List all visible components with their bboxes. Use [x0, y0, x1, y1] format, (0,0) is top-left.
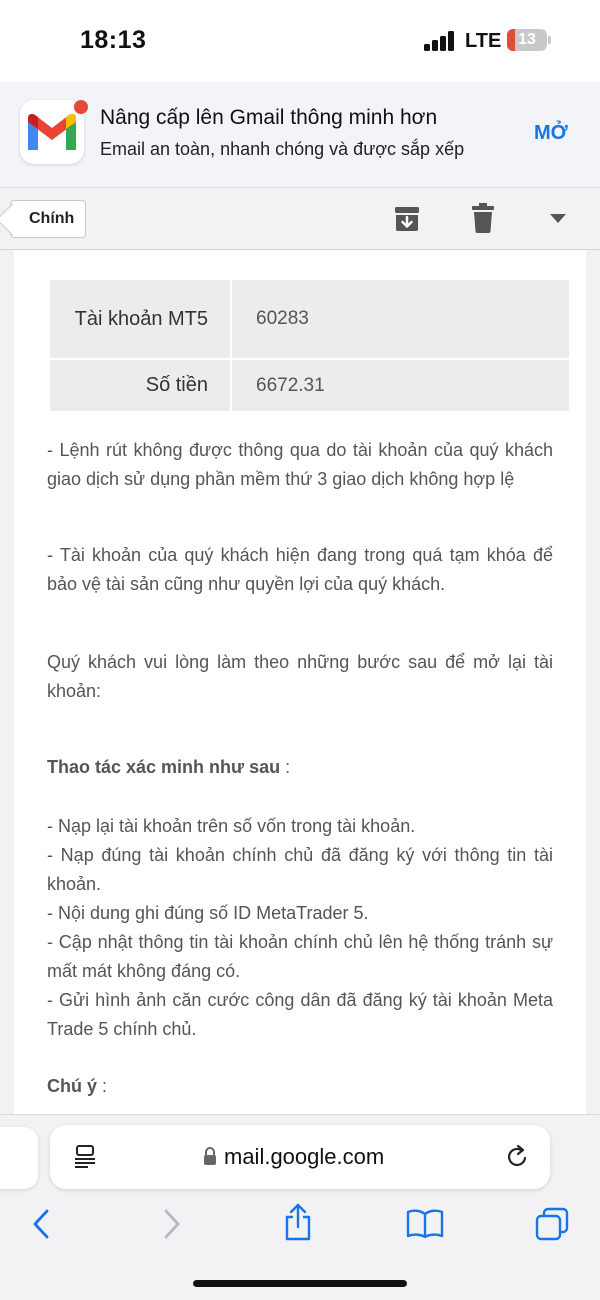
archive-icon[interactable]	[393, 205, 421, 233]
instructions-intro: Quý khách vui lòng làm theo những bước sau để mở lại tài khoản:	[47, 652, 553, 701]
browser-bottom-bar	[0, 1114, 600, 1300]
trash-icon[interactable]	[472, 203, 494, 233]
account-value: 60283	[232, 280, 569, 358]
status-bar	[0, 0, 600, 82]
notification-dot	[72, 98, 90, 116]
home-indicator	[193, 1280, 407, 1287]
mail-toolbar	[0, 188, 600, 250]
promo-title: Nâng cấp lên Gmail thông minh hơn	[100, 106, 438, 129]
back-icon[interactable]	[32, 1209, 50, 1239]
status-time: 18:13	[80, 26, 147, 54]
reason-paragraph-1: - Lệnh rút không được thông qua do tài khoản của quý khách giao dịch sử dụng phần mềm thứ 3 giao dịch không hợp lệ	[47, 440, 553, 489]
battery-level: 13	[518, 31, 536, 48]
list-item: - Nạp lại tài khoản trên số vốn trong tài khoản.	[47, 816, 416, 836]
back-to-inbox-button[interactable]	[10, 200, 86, 238]
steps-heading: Thao tác xác minh như sau :	[47, 757, 291, 777]
reader-mode-icon[interactable]	[74, 1145, 96, 1169]
share-icon[interactable]	[283, 1203, 313, 1241]
list-item: - Nạp đúng tài khoản chính chủ đã đăng ký với thông tin tài khoản.	[47, 845, 553, 894]
forward-icon[interactable]	[163, 1209, 181, 1239]
account-info-table	[48, 278, 571, 413]
back-label: Chính	[29, 210, 75, 227]
verification-steps	[47, 812, 553, 1044]
previous-tab-pill[interactable]	[0, 1127, 38, 1189]
tabs-icon[interactable]	[535, 1207, 569, 1241]
note-heading: Chú ý :	[47, 1076, 108, 1096]
list-item: - Cập nhật thông tin tài khoản chính chủ lên hệ thống tránh sự mất mát không đáng có.	[47, 932, 553, 981]
battery-icon	[507, 29, 547, 51]
signal-icon	[424, 31, 456, 51]
reason-paragraph-2: - Tài khoản của quý khách hiện đang trong quá tạm khóa để bảo vệ tài sản cũng như quyền lợi của quý khách.	[47, 545, 553, 594]
account-label: Tài khoản MT5	[50, 280, 230, 358]
promo-subtitle: Email an toàn, nhanh chóng và được sắp xếp	[100, 139, 465, 159]
table-row	[50, 360, 569, 411]
list-item: - Gửi hình ảnh căn cước công dân đã đăng ký tài khoản Meta Trade 5 chính chủ.	[47, 990, 553, 1039]
amount-value: 6672.31	[232, 360, 569, 411]
chevron-down-icon[interactable]	[550, 214, 566, 224]
lock-icon	[203, 1147, 217, 1165]
amount-label: Số tiền	[50, 360, 230, 411]
bookmarks-icon[interactable]	[406, 1209, 444, 1239]
list-item: - Nội dung ghi đúng số ID MetaTrader 5.	[47, 903, 369, 923]
email-body	[14, 250, 586, 1114]
reload-icon[interactable]	[506, 1144, 530, 1170]
address-bar[interactable]	[50, 1125, 550, 1189]
open-app-button[interactable]: MỞ	[534, 122, 568, 144]
network-type: LTE	[465, 30, 502, 52]
gmail-app-banner	[0, 82, 600, 188]
table-row	[50, 280, 569, 358]
url-text: mail.google.com	[224, 1144, 385, 1169]
